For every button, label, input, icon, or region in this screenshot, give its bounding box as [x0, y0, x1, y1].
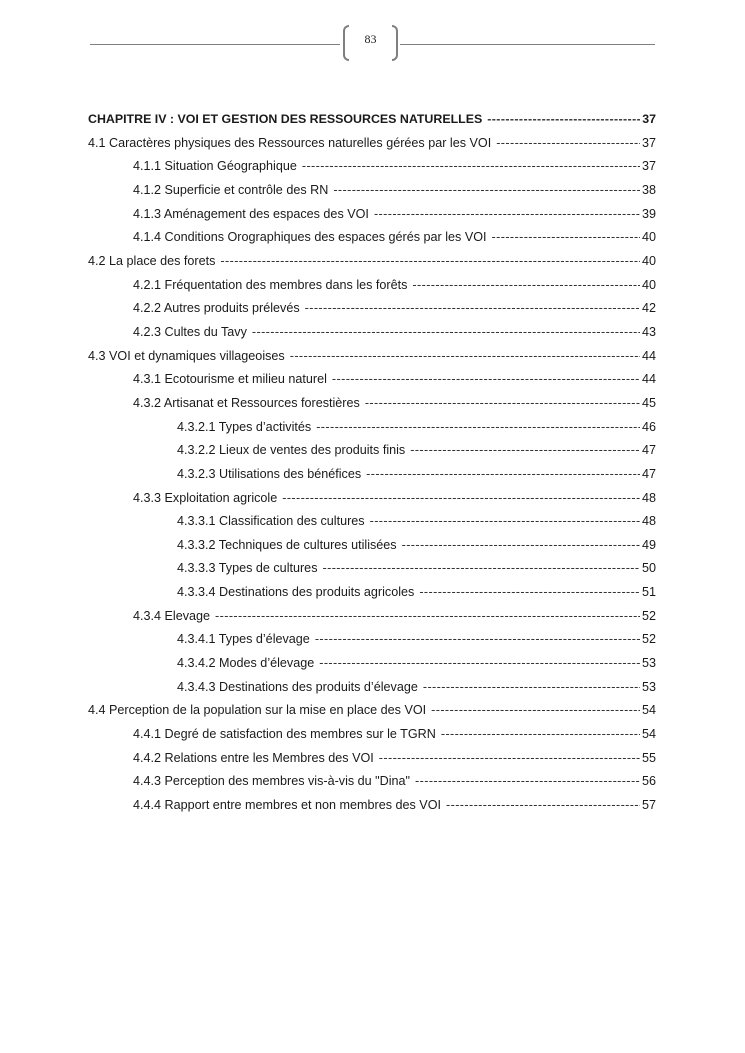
toc-entry	[88, 439, 656, 463]
toc-dot-leader	[441, 723, 640, 747]
toc-entry	[88, 676, 656, 700]
toc-dot-leader	[370, 510, 640, 534]
toc-entry-title: 4.3.3.1 Classification des cultures	[177, 514, 365, 529]
toc-entry-page: 49	[641, 537, 656, 552]
toc-dot-leader	[282, 487, 640, 511]
toc-entry-page: 37	[642, 112, 656, 126]
toc-entry-title: 4.2.2 Autres produits prélevés	[133, 301, 300, 316]
toc-entry-title: 4.3.3 Exploitation agricole	[133, 490, 278, 505]
toc-entry-title: CHAPITRE IV : VOI ET GESTION DES RESSOURCES NATURELLES	[88, 112, 483, 126]
toc-entry-title: 4.3.4 Elevage	[133, 608, 211, 623]
toc-entry-page: 42	[641, 301, 656, 316]
toc-entry	[88, 179, 656, 203]
header-rule-left	[90, 44, 340, 45]
page-number: 83	[364, 32, 377, 46]
toc-entry-page: 56	[641, 774, 656, 789]
header-rule-right	[400, 44, 655, 45]
toc-entry-title: 4.3.3.2 Techniques de cultures utilisées	[177, 537, 397, 552]
toc-entry-title: 4.3.2.3 Utilisations des bénéfices	[177, 466, 362, 481]
toc-entry	[88, 510, 656, 534]
toc-entry	[88, 416, 656, 440]
toc-dot-leader	[290, 345, 640, 369]
toc-dot-leader	[410, 439, 640, 463]
toc-dot-leader	[419, 581, 640, 605]
toc-entry-page: 53	[641, 656, 656, 671]
toc-entry	[88, 297, 656, 321]
toc-entry	[88, 628, 656, 652]
toc-dot-leader	[302, 155, 640, 179]
toc-entry-title: 4.3.2.1 Types d’activités	[177, 419, 312, 434]
toc-entry-page: 44	[641, 372, 656, 387]
toc-entry-page: 40	[641, 253, 656, 268]
toc-dot-leader	[492, 226, 640, 250]
toc-entry-title: 4.1.4 Conditions Orographiques des espaces gérés par les VOI	[133, 230, 487, 245]
toc-entry	[88, 723, 656, 747]
toc-dot-leader	[305, 297, 640, 321]
toc-entry	[88, 274, 656, 298]
toc-entry	[88, 770, 656, 794]
toc-entry-page: 47	[641, 443, 656, 458]
toc-entry-page: 44	[641, 348, 656, 363]
toc-entry-title: 4.3 VOI et dynamiques villageoises	[88, 348, 285, 363]
toc-dot-leader	[365, 392, 640, 416]
toc-entry-title: 4.4.2 Relations entre les Membres des VOI	[133, 750, 374, 765]
toc-dot-leader	[252, 321, 640, 345]
toc-entry-title: 4.3.4.2 Modes d’élevage	[177, 656, 315, 671]
toc-entry-title: 4.3.2.2 Lieux de ventes des produits finis	[177, 443, 406, 458]
toc-dot-leader	[323, 557, 640, 581]
toc-entry-page: 51	[641, 585, 656, 600]
toc-entry-title: 4.3.3.3 Types de cultures	[177, 561, 318, 576]
page-header	[0, 0, 745, 80]
toc-entry-page: 54	[641, 727, 656, 742]
toc-entry-page: 54	[641, 703, 656, 718]
toc-dot-leader	[423, 676, 640, 700]
toc-entry-page: 52	[641, 632, 656, 647]
toc-entry	[88, 108, 656, 132]
toc-entry	[88, 699, 656, 723]
toc-entry	[88, 321, 656, 345]
toc-entry-page: 50	[641, 561, 656, 576]
toc-entry-page: 37	[641, 135, 656, 150]
toc-entry-title: 4.1.2 Superficie et contrôle des RN	[133, 182, 329, 197]
toc-entry-page: 55	[641, 750, 656, 765]
toc-dot-leader	[366, 463, 640, 487]
toc-entry-page: 45	[641, 395, 656, 410]
toc-dot-leader	[315, 628, 640, 652]
toc-entry-page: 57	[641, 798, 656, 813]
toc-dot-leader	[379, 747, 640, 771]
toc-entry-page: 37	[641, 159, 656, 174]
toc-entry-page: 40	[641, 230, 656, 245]
toc-entry-title: 4.3.1 Ecotourisme et milieu naturel	[133, 372, 327, 387]
toc-entry	[88, 155, 656, 179]
toc-entry	[88, 368, 656, 392]
toc-entry	[88, 250, 656, 274]
toc-dot-leader	[215, 605, 640, 629]
right-bracket-icon	[392, 25, 398, 61]
toc-entry-title: 4.4.4 Rapport entre membres et non membres des VOI	[133, 798, 441, 813]
toc-entry	[88, 534, 656, 558]
toc-entry	[88, 226, 656, 250]
toc-entry-title: 4.3.2 Artisanat et Ressources forestières	[133, 395, 360, 410]
toc-dot-leader	[374, 203, 640, 227]
table-of-contents	[88, 108, 656, 818]
toc-dot-leader	[415, 770, 640, 794]
toc-entry-page: 53	[641, 679, 656, 694]
toc-entry-page: 48	[641, 490, 656, 505]
toc-entry-title: 4.1 Caractères physiques des Ressources naturelles gérées par les VOI	[88, 135, 492, 150]
toc-entry-page: 39	[641, 206, 656, 221]
toc-dot-leader	[319, 652, 640, 676]
toc-entry	[88, 557, 656, 581]
toc-entry-title: 4.3.3.4 Destinations des produits agricoles	[177, 585, 415, 600]
toc-entry-title: 4.2.1 Fréquentation des membres dans les forêts	[133, 277, 408, 292]
toc-entry-title: 4.2.3 Cultes du Tavy	[133, 324, 247, 339]
toc-entry	[88, 487, 656, 511]
toc-dot-leader	[431, 699, 640, 723]
toc-entry	[88, 581, 656, 605]
toc-entry-title: 4.1.1 Situation Géographique	[133, 159, 297, 174]
toc-entry	[88, 747, 656, 771]
toc-dot-leader	[496, 132, 640, 156]
toc-dot-leader	[402, 534, 640, 558]
toc-entry	[88, 652, 656, 676]
toc-entry-page: 46	[641, 419, 656, 434]
toc-entry-page: 52	[641, 608, 656, 623]
toc-dot-leader	[333, 179, 640, 203]
toc-entry-title: 4.1.3 Aménagement des espaces des VOI	[133, 206, 369, 221]
toc-entry-title: 4.2 La place des forets	[88, 253, 216, 268]
toc-dot-leader	[332, 368, 640, 392]
toc-entry-page: 47	[641, 466, 656, 481]
toc-entry	[88, 203, 656, 227]
toc-dot-leader	[220, 250, 640, 274]
toc-entry-title: 4.4.1 Degré de satisfaction des membres sur le TGRN	[133, 727, 436, 742]
toc-entry-page: 43	[641, 324, 656, 339]
toc-entry-title: 4.3.4.1 Types d’élevage	[177, 632, 310, 647]
toc-dot-leader	[316, 416, 640, 440]
toc-dot-leader	[446, 794, 640, 818]
toc-dot-leader	[487, 108, 640, 132]
toc-entry	[88, 605, 656, 629]
toc-dot-leader	[412, 274, 640, 298]
toc-entry	[88, 463, 656, 487]
toc-entry-page: 48	[641, 514, 656, 529]
toc-entry	[88, 345, 656, 369]
toc-entry-page: 40	[641, 277, 656, 292]
toc-entry	[88, 392, 656, 416]
toc-entry	[88, 132, 656, 156]
toc-entry-title: 4.4.3 Perception des membres vis-à-vis du "Dina"	[133, 774, 411, 789]
toc-entry-title: 4.4 Perception de la population sur la mise en place des VOI	[88, 703, 427, 718]
toc-entry	[88, 794, 656, 818]
toc-entry-title: 4.3.4.3 Destinations des produits d’élevage	[177, 679, 418, 694]
toc-entry-page: 38	[641, 182, 656, 197]
